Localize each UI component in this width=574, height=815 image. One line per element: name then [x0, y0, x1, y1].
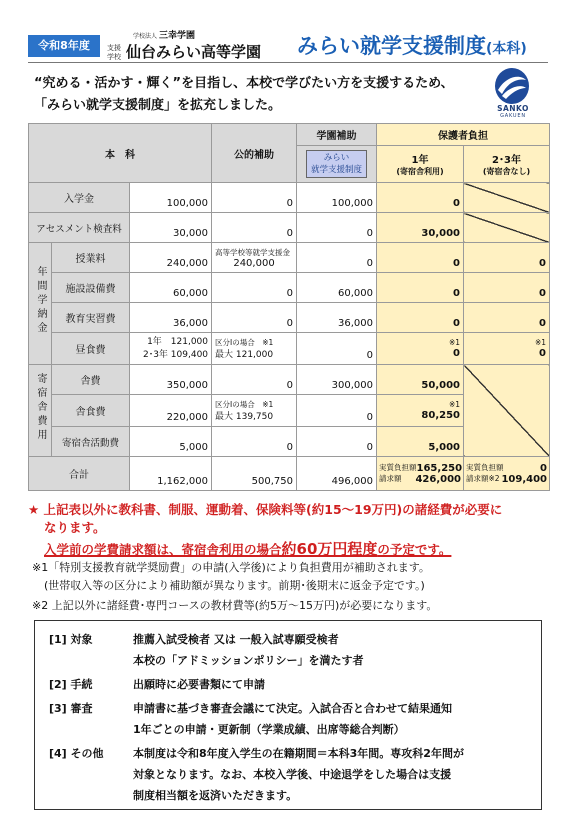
header-honka: 本 科 — [29, 124, 212, 183]
row-label: 入学金 — [29, 183, 130, 213]
header-divider — [28, 62, 548, 63]
not-applicable-cell — [464, 183, 550, 213]
table-header-row-1 — [29, 124, 550, 146]
table-row: 寄宿舎費用 舎費 350,000 0 300,000 50,000 — [29, 365, 550, 395]
notice-pre-enrollment-amount: 入学前の学費請求額は、寄宿舎利用の場合約60万円程度の予定です。 — [44, 540, 452, 558]
school-name: 仙台みらい高等学園 — [126, 43, 262, 61]
corp-small-label: 学校法人 — [133, 33, 158, 40]
pub-aid-note: 高等学校等就学支援金 — [215, 248, 291, 257]
table-row-total: 合計 1,162,000 500,750 496,000 実質負担額 165,250 請求額 426,000 実質負担額 0 請求額※2 109,400 — [29, 457, 550, 491]
row-label: 舎費 — [52, 365, 130, 395]
condition-key: [1] 対象 — [49, 633, 93, 646]
footnote-1: ※1「特別支援教育就学奨励費」の申請(入学後)により負担費用が補助されます。 — [32, 561, 430, 574]
mirai-program-badge: みらい 就学支援制度 — [306, 150, 367, 178]
school-type-label: 支援 学校 — [107, 44, 121, 61]
table-row: 舎食費 220,000 区分Ⅰの場合 ※1 最大 139,750 0 ※1 80,250 — [29, 395, 550, 427]
footnote-2: ※2 上記以外に諸経費･専門コースの教材費等(約5万～15万円)が必要になります。 — [32, 599, 438, 612]
header-school-aid: 学園補助 — [297, 124, 377, 146]
row-label: アセスメント検査料 — [29, 213, 130, 243]
row-label: 昼食費 — [52, 333, 130, 365]
row-label: 舎食費 — [52, 395, 130, 427]
category-annual-fees: 年間学納金 — [29, 243, 52, 365]
fee-table — [28, 123, 550, 491]
condition-key: [3] 審査 — [49, 702, 93, 715]
row-label: 授業料 — [52, 243, 130, 273]
lead-line-2: 「みらい就学支援制度」を拡充しました。 — [34, 98, 282, 113]
header-year23: 2･3年 (寄宿舎なし) — [464, 146, 550, 183]
logo-sub: GAKUEN — [500, 113, 526, 119]
table-row: 施設設備費 60,000 0 60,000 0 0 — [29, 273, 550, 303]
row-label: 施設設備費 — [52, 273, 130, 303]
footnote-1-detail: (世帯収入等の区分により補助額が異なります。前期･後期末に返金予定です。) — [44, 579, 425, 592]
header-guardian: 保護者負担 — [377, 124, 550, 146]
condition-key: [2] 手続 — [49, 678, 93, 691]
row-label: 合計 — [29, 457, 130, 491]
category-dorm-fees: 寄宿舎費用 — [29, 365, 52, 457]
logo-name: SANKO — [497, 104, 529, 113]
not-applicable-cell — [464, 365, 550, 457]
table-row: 昼食費 1年 121,000 2･3年 109,400 区分Ⅰの場合 ※1 最大 121,000 0 ※1 0 ※1 0 — [29, 333, 550, 365]
row-label: 寄宿舎活動費 — [52, 427, 130, 457]
table-row: アセスメント検査料 30,000 0 0 30,000 — [29, 213, 550, 243]
page-title: みらい就学支援制度(本科) — [297, 34, 527, 58]
header-year1: 1年 (寄宿舎利用) — [377, 146, 464, 183]
notice-extra-costs-2: なります。 — [44, 520, 106, 535]
table-row: 年間学納金 授業料 240,000 高等学校等就学支援金 240,000 0 0 0 — [29, 243, 550, 273]
corp-name: 学校法人 三幸学園 — [133, 31, 196, 41]
table-row: 寄宿舎活動費 5,000 0 0 5,000 — [29, 427, 550, 457]
not-applicable-cell — [464, 213, 550, 243]
notice-extra-costs: ★ 上記表以外に教科書、制服、運動着、保険料等(約15～19万円)の諸経費が必要に — [28, 502, 503, 517]
table-row: 入学金 100,000 0 100,000 0 — [29, 183, 550, 213]
header-public-aid: 公的補助 — [212, 124, 297, 183]
year-badge: 令和8年度 — [28, 35, 100, 57]
program-conditions-box: [1] 対象 推薦入試受検者 又は 一般入試専願受検者 本校の「アドミッションポリシー」を満たす者 [2] 手続 出願時に必要書類にて申請 [3] 審査 申請書に基づき審査会議にて決定。入試合否と合わせて結果通知 1年ごとの申請・更新制（学業成績、出席等総合判断） [4] その他 本制度は令和8年度入学生の在籍期間＝本科3年間。専攻科2年間が 対象となります。なお、本校入学後、中途退学をした場合は支援 制度相当額を返済いただきます。 — [34, 620, 542, 810]
condition-key: [4] その他 — [49, 747, 104, 760]
lead-line-1: “究める・活かす・輝く”を目指し、本校で学びたい方を支援するため、 — [34, 76, 454, 91]
row-label: 教育実習費 — [52, 303, 130, 333]
table-row: 教育実習費 36,000 0 36,000 0 0 — [29, 303, 550, 333]
